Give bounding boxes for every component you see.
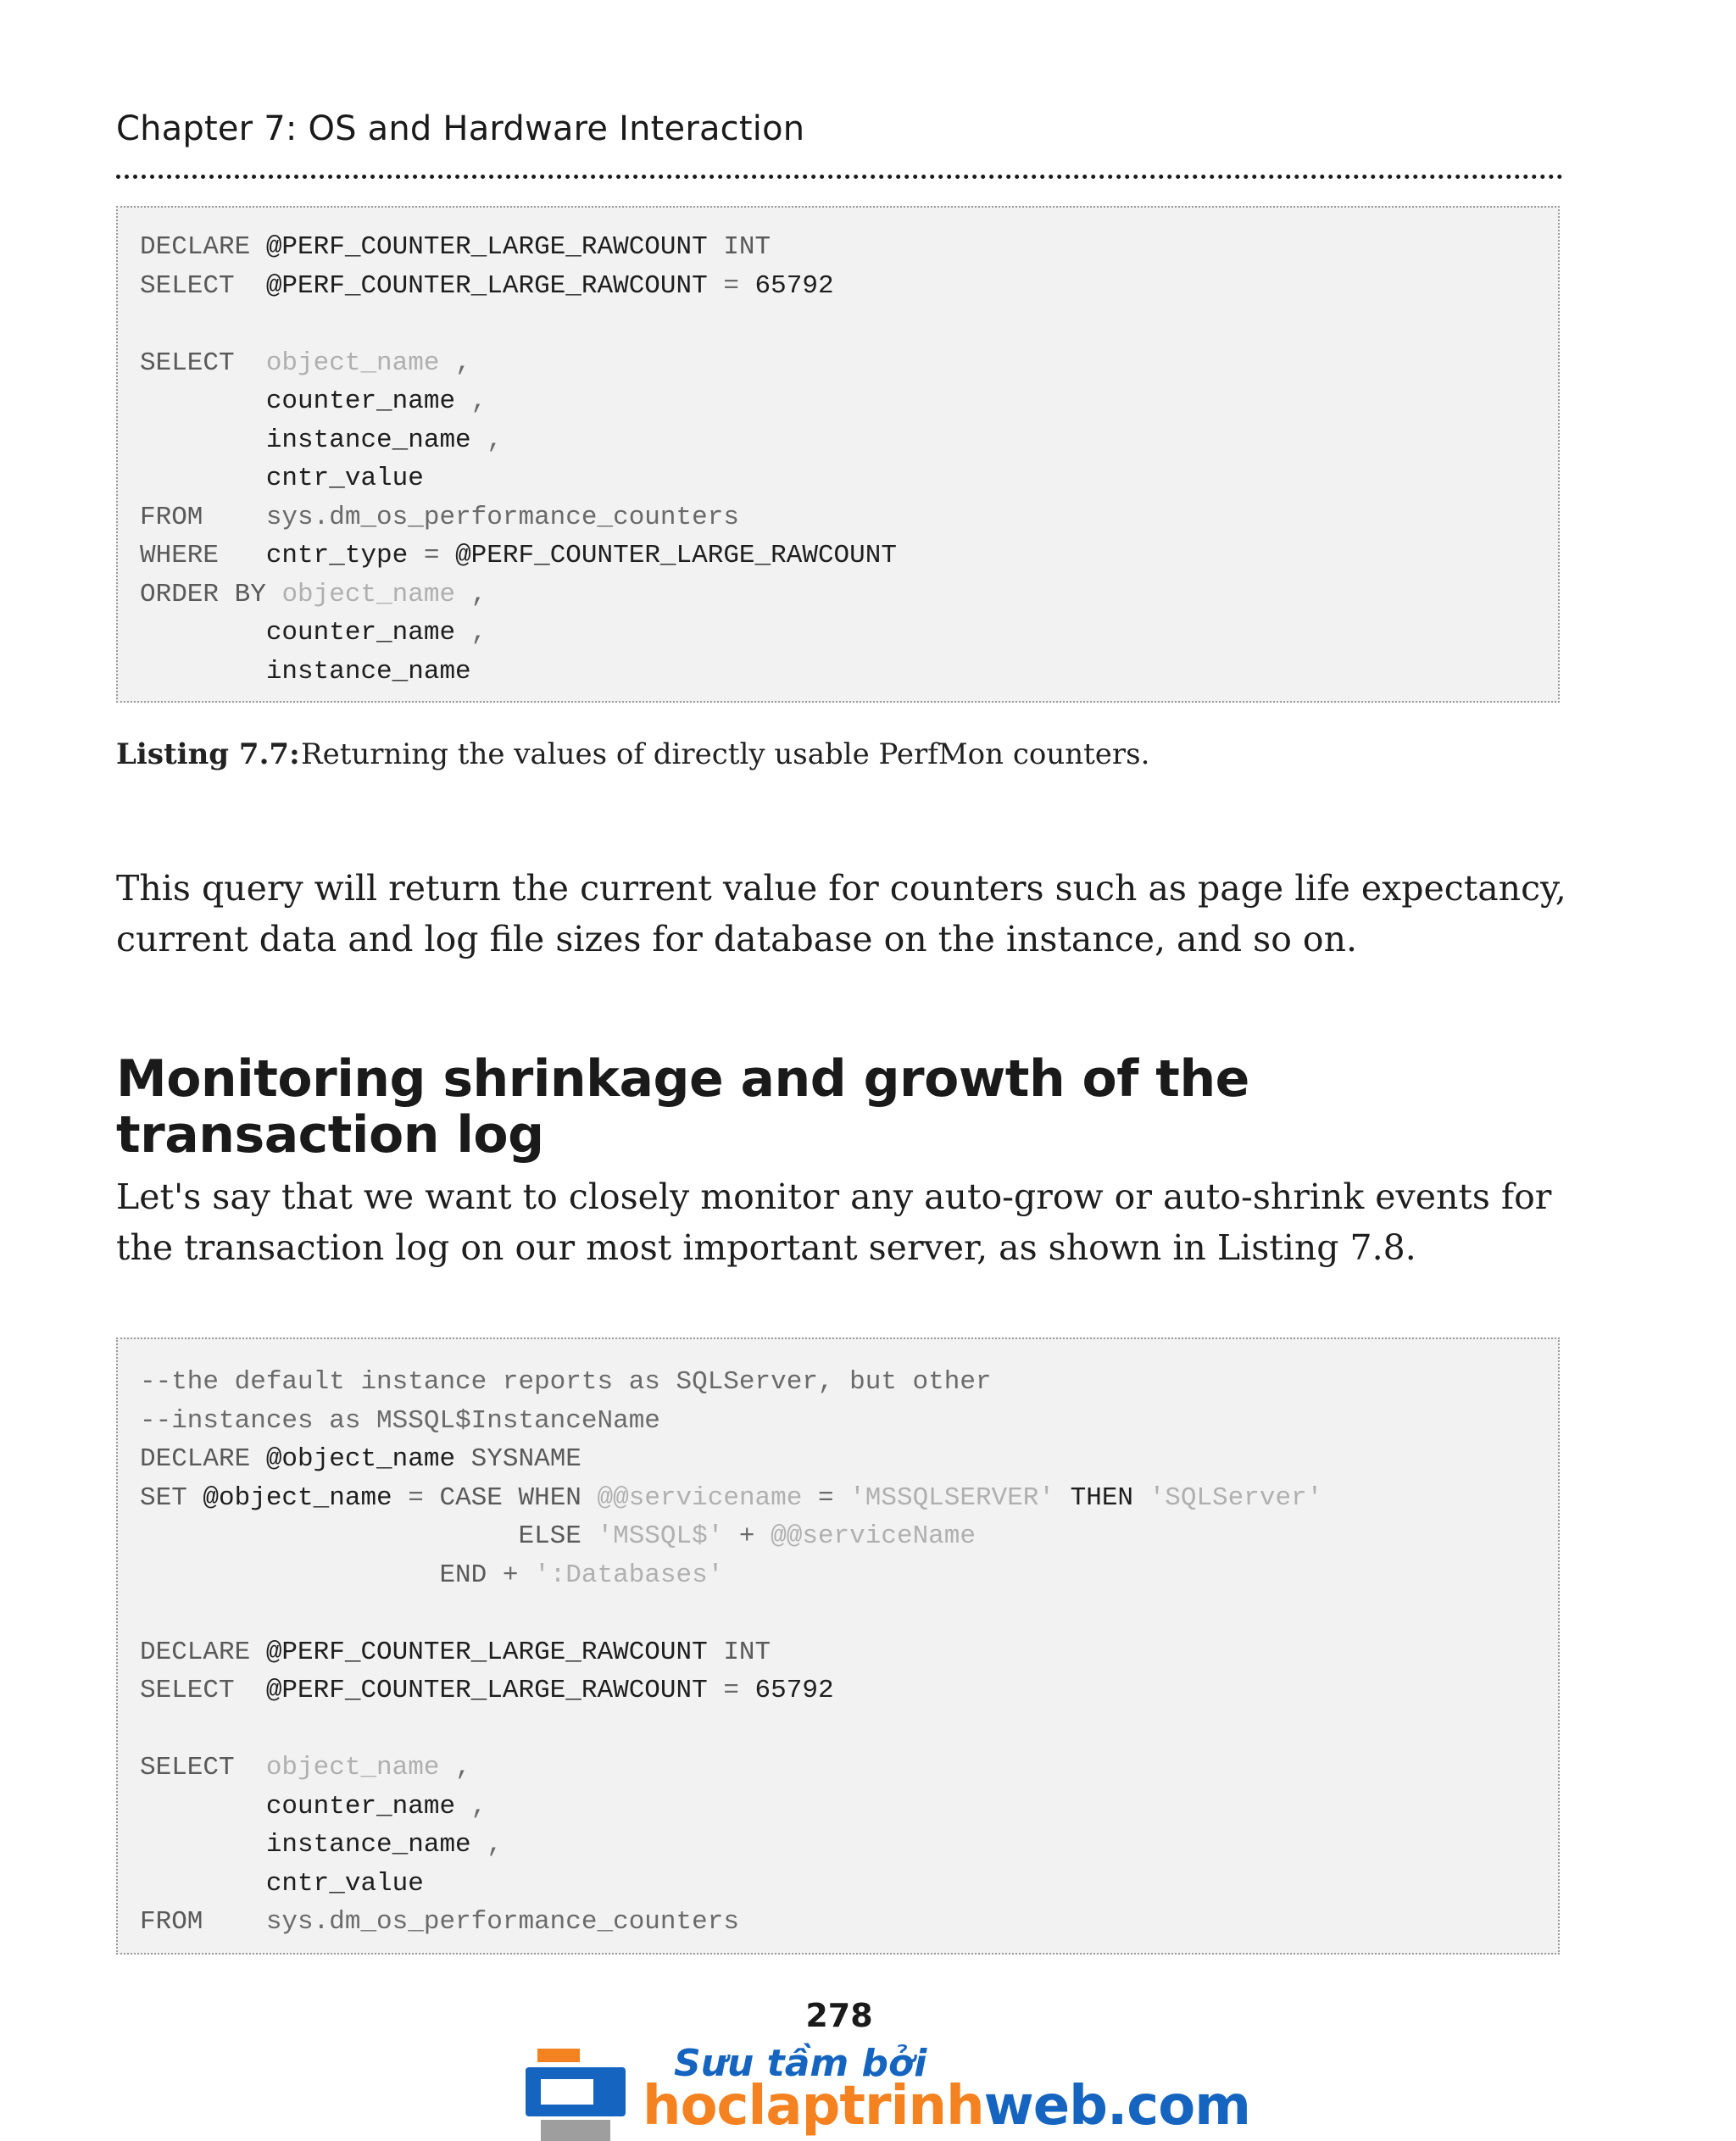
code-line (140, 498, 1558, 537)
code-token: sys.dm_os_performance_counters (265, 502, 739, 532)
code-listing-7-8 (116, 1337, 1560, 1955)
code-token: , (470, 1830, 503, 1860)
code-token: + (723, 1521, 771, 1551)
code-token: cntr_value (140, 464, 424, 493)
body-paragraph-1: This query will return the current value for counters such as page life expectancy, current data and log file sizes for database on the instance, and so on. (116, 868, 1566, 959)
code-token: 65792 (754, 1676, 834, 1705)
code-line (140, 1826, 1558, 1865)
code-line (140, 267, 1558, 306)
code-token: @object_name (265, 1444, 456, 1474)
code-token: INT (707, 232, 771, 262)
code-line (140, 1788, 1558, 1827)
code-listing-7-7 (116, 206, 1560, 703)
caption-label: Listing 7.7: (116, 737, 300, 771)
code-token: @PERF_COUNTER_LARGE_RAWCOUNT (265, 1676, 708, 1705)
code-line (140, 1749, 1558, 1788)
code-token: --the default instance reports as SQLServer, but other (140, 1367, 992, 1397)
code-line (140, 421, 1558, 460)
code-token: instance_name (140, 1830, 471, 1860)
page-number: 278 (805, 1997, 873, 2034)
code-token: 'MSSQL$' (597, 1521, 724, 1551)
code-token: @PERF_COUNTER_LARGE_RAWCOUNT (455, 541, 897, 570)
header-dotted-rule (116, 175, 1563, 179)
code-line (140, 1710, 1558, 1749)
code-token: sys.dm_os_performance_counters (265, 1907, 739, 1937)
watermark-domain-part2: web.com (983, 2075, 1250, 2138)
code-token: ELSE (140, 1521, 598, 1551)
code-token: FROM (140, 502, 266, 532)
code-token: counter_name (140, 386, 456, 416)
code-token: cntr_type (265, 541, 409, 570)
code-token: SET (140, 1482, 203, 1513)
chapter-header: Chapter 7: OS and Hardware Interaction (116, 109, 805, 148)
code-token: counter_name (140, 1791, 456, 1821)
code-line (140, 576, 1558, 614)
code-line (140, 1402, 1558, 1441)
code-line (140, 614, 1558, 653)
code-line (140, 1671, 1558, 1710)
code-token: object_name (281, 579, 456, 609)
code-token: DECLARE (140, 1637, 266, 1667)
code-line (140, 1633, 1558, 1672)
section-heading: Monitoring shrinkage and growth of the transaction log (116, 1049, 1249, 1165)
code-token: INT (707, 1637, 771, 1667)
code-token: counter_name (140, 618, 456, 648)
code-line (140, 382, 1558, 421)
watermark-logo (526, 2038, 1250, 2141)
code-line (140, 1594, 1558, 1633)
code-line (140, 1903, 1558, 1942)
code-token: WHERE (140, 541, 266, 570)
code-token: SELECT (140, 1753, 266, 1782)
code-token: , (455, 579, 487, 609)
code-line (140, 305, 1558, 344)
code-line (140, 537, 1558, 576)
code-line (140, 653, 1558, 692)
code-token: + (502, 1560, 535, 1590)
code-token: ':Databases' (534, 1560, 724, 1590)
code-line (140, 344, 1558, 383)
code-line (140, 1479, 1558, 1518)
code-token: DECLARE (140, 232, 266, 262)
code-token: 'MSSQLSERVER' (849, 1482, 1055, 1513)
code-line (140, 459, 1558, 498)
code-token: END (140, 1560, 503, 1590)
code-token: cntr_value (140, 1868, 424, 1899)
code-line (140, 1440, 1558, 1479)
code-token: object_name (265, 348, 440, 378)
code-line (140, 1865, 1558, 1904)
code-token: = (802, 1482, 850, 1513)
code-token: ORDER BY (140, 579, 282, 609)
code-token: , (455, 386, 487, 416)
code-token: 65792 (754, 270, 834, 301)
watermark-domain (643, 2075, 1250, 2138)
code-token: @PERF_COUNTER_LARGE_RAWCOUNT (265, 1637, 708, 1667)
code-token: THEN (1054, 1482, 1149, 1513)
code-token: @PERF_COUNTER_LARGE_RAWCOUNT (265, 232, 708, 262)
code-line (140, 228, 1558, 267)
code-token: CASE WHEN (439, 1482, 598, 1513)
caption-text: Returning the values of directly usable PerfMon counters. (301, 737, 1150, 771)
code-token: SELECT (140, 1676, 266, 1705)
code-token: = (707, 1676, 755, 1705)
watermark-caption: Sưu tầm bởi (674, 2042, 927, 2085)
code-token: , (470, 425, 503, 455)
code-line (140, 1556, 1558, 1595)
code-token: , (455, 1791, 487, 1821)
code-token: @@servicename (597, 1482, 803, 1513)
code-token: , (455, 618, 487, 648)
code-token: @object_name (203, 1482, 392, 1513)
code-token: SYSNAME (455, 1444, 581, 1474)
code-line (140, 1517, 1558, 1556)
code-line (140, 1363, 1558, 1402)
code-token: @PERF_COUNTER_LARGE_RAWCOUNT (265, 270, 708, 301)
listing-caption (116, 737, 1149, 771)
code-token: instance_name (140, 656, 471, 687)
code-token: @@serviceName (771, 1521, 976, 1551)
code-token: = (408, 541, 456, 570)
code-token: object_name (265, 1753, 440, 1782)
code-token: , (439, 348, 471, 378)
watermark-domain-part1: hoclaptrinh (643, 2075, 984, 2138)
code-token: FROM (140, 1907, 266, 1937)
code-token: 'SQLServer' (1149, 1482, 1323, 1513)
code-token: instance_name (140, 425, 471, 455)
code-token: SELECT (140, 270, 266, 301)
code-token: DECLARE (140, 1444, 266, 1474)
code-token: SELECT (140, 348, 266, 378)
code-token: --instances as MSSQL$InstanceName (140, 1405, 660, 1436)
printer-logo-icon (526, 2049, 626, 2141)
body-paragraph-2: Let's say that we want to closely monitor any auto-grow or auto-shrink events for the transaction log on our most important server, as shown in Listing 7.8. (116, 1176, 1552, 1268)
code-token: , (439, 1753, 471, 1782)
code-token: = (392, 1482, 440, 1513)
code-token: = (707, 270, 755, 301)
